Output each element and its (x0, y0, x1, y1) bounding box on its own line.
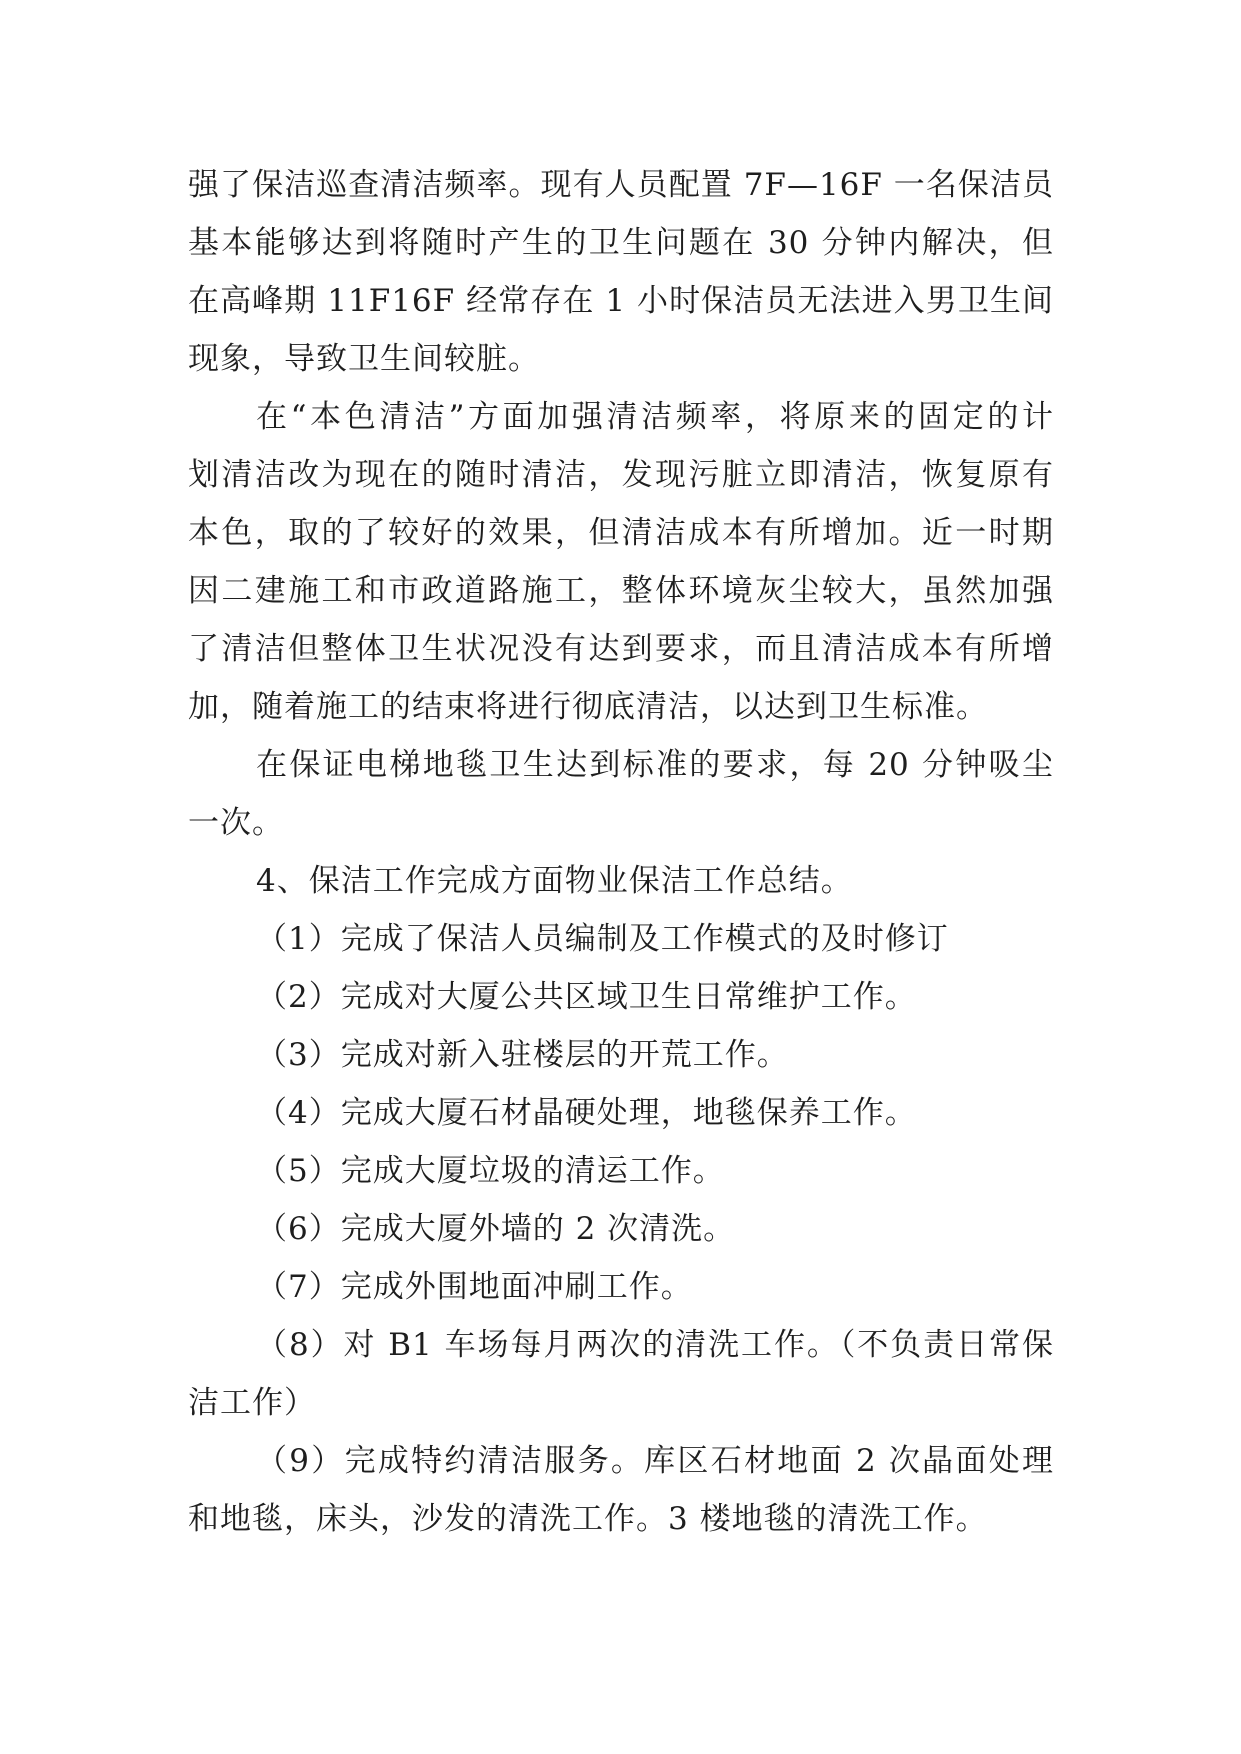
text-line: 加，随着施工的结束将进行彻底清洁，以达到卫生标准。 (188, 689, 988, 725)
text-line: 因二建施工和市政道路施工，整体环境灰尘较大，虽然加强 (188, 573, 1054, 609)
list-item: （6）完成大厦外墙的 2 次清洗。 (256, 1211, 736, 1247)
text-line: 在高峰期 11F16F 经常存在 1 小时保洁员无法进入男卫生间 (188, 283, 1054, 319)
text-line: 在保证电梯地毯卫生达到标准的要求，每 20 分钟吸尘 (256, 747, 1054, 783)
list-item: （7）完成外围地面冲刷工作。 (256, 1269, 693, 1305)
list-item: （2）完成对大厦公共区域卫生日常维护工作。 (256, 979, 917, 1015)
list-item: （4）完成大厦石材晶硬处理，地毯保养工作。 (256, 1095, 917, 1131)
list-item: （8）对 B1 车场每月两次的清洗工作。（不负责日常保 (256, 1327, 1054, 1363)
list-item: （5）完成大厦垃圾的清运工作。 (256, 1153, 725, 1189)
list-item-continuation: 洁工作） (188, 1385, 316, 1421)
list-item-continuation: 和地毯，床头，沙发的清洗工作。3 楼地毯的清洗工作。 (188, 1501, 988, 1537)
text-line: 了清洁但整体卫生状况没有达到要求，而且清洁成本有所增 (188, 631, 1054, 667)
list-item: （1）完成了保洁人员编制及工作模式的及时修订 (256, 921, 949, 957)
body-text (188, 156, 1054, 1548)
text-line: 强了保洁巡查清洁频率。现有人员配置 7F—16F 一名保洁员 (188, 167, 1054, 203)
text-line: 一次。 (188, 805, 284, 841)
text-line: 基本能够达到将随时产生的卫生问题在 30 分钟内解决，但 (188, 225, 1054, 261)
text-line: 划清洁改为现在的随时清洁，发现污脏立即清洁，恢复原有 (188, 457, 1054, 493)
section-heading: 4、保洁工作完成方面物业保洁工作总结。 (256, 863, 853, 899)
list-item: （9）完成特约清洁服务。库区石材地面 2 次晶面处理 (256, 1443, 1054, 1479)
text-line: 现象，导致卫生间较脏。 (188, 341, 540, 377)
text-line: 本色，取的了较好的效果，但清洁成本有所增加。近一时期 (188, 515, 1054, 551)
list-item: （3）完成对新入驻楼层的开荒工作。 (256, 1037, 789, 1073)
text-line: 在“本色清洁”方面加强清洁频率，将原来的固定的计 (256, 399, 1054, 435)
